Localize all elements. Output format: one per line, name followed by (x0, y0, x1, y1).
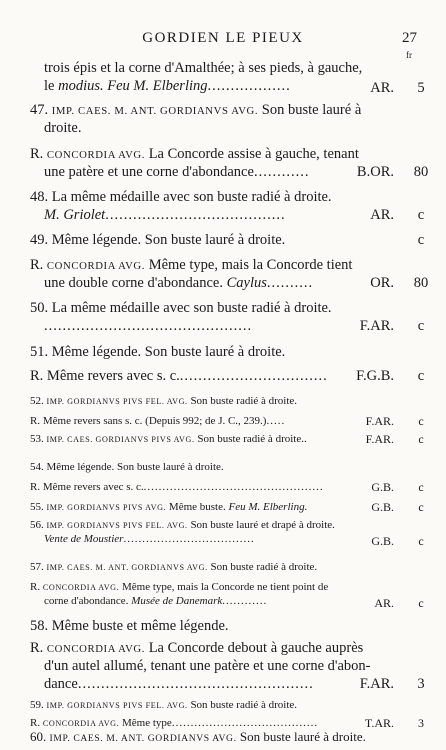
entry-line (30, 560, 400, 574)
legend-text: IMP. CAES. M. ANT. GORDIANVS AVG. (51, 105, 259, 117)
rarity-value: c (417, 232, 425, 248)
catalog-entry-reverse (30, 716, 400, 730)
reverse-mark: R. (30, 481, 41, 493)
catalog-entry-48 (30, 189, 400, 225)
currency-column-label: fr (406, 50, 412, 60)
catalog-entry-55 (30, 500, 400, 514)
entry-line (30, 146, 400, 164)
rarity-value: 80 (413, 164, 429, 180)
entry-number: 52. (30, 395, 44, 407)
entry-provenance: Caylus (226, 274, 267, 291)
entry-text: une double corne d'abondance. (44, 274, 227, 291)
entry-line (30, 78, 400, 96)
entry-line (30, 460, 400, 474)
metal-grade: G.B. (371, 480, 394, 494)
entry-line (30, 232, 400, 250)
metal-grade: F.AR. (365, 414, 394, 428)
legend-text: CONCORDIA AVG. (42, 719, 120, 728)
leader-dots: ....................................... (171, 717, 319, 729)
rarity-value: 5 (417, 80, 425, 96)
entry-line (30, 394, 400, 408)
rarity-value: c (418, 480, 424, 494)
entry-text: La Concorde assise à gauche, tenant (145, 146, 359, 162)
legend-text: IMP. GORDIANVS PIVS FEL. AVG. (46, 521, 188, 530)
rarity-value: c (417, 368, 425, 384)
entry-number: 55. (30, 501, 44, 513)
entry-line (30, 532, 400, 546)
metal-grade: B.OR. (356, 164, 394, 180)
entry-provenance: modius. Feu M. Elberling (58, 77, 208, 94)
entry-text: Son buste radié à droite. (187, 395, 298, 407)
entry-text: Son buste lauré à (236, 730, 330, 744)
legend-text: IMP. CAES. M. ANT. GORDIANVS AVG. (46, 563, 208, 572)
entry-provenance: Musée de Danemark (131, 595, 223, 608)
entry-text: corne d'abondance. (44, 595, 132, 608)
entry-text: Même légende. Son buste lauré à droite. (51, 344, 286, 360)
metal-grade: G.B. (371, 500, 394, 514)
metal-grade: OR. (370, 275, 394, 291)
catalog-entry-reverse (30, 257, 400, 293)
rarity-value: 80 (413, 275, 429, 291)
reverse-mark: R. (30, 146, 44, 162)
reverse-mark: R. (30, 257, 44, 273)
entry-text: Même type (119, 717, 172, 729)
entry-text: Même type, mais la Concorde ne tient point de (119, 581, 329, 593)
entry-line (30, 432, 400, 446)
entry-text: Même revers sans s. c. (Depuis 992; de J. C., 239.) (42, 415, 267, 427)
reverse-mark: R. (30, 640, 44, 656)
page-number: 27 (402, 30, 417, 46)
entry-line: d'un autel allumé, tenant une patère et une corne d'abon- (44, 657, 371, 674)
catalog-entry-reverse (30, 640, 400, 694)
entry-line (30, 300, 400, 318)
legend-text: IMP. GORDIANVS PIVS FEL. AVG. (46, 397, 188, 406)
entry-line (30, 207, 400, 225)
metal-grade: F.AR. (359, 318, 394, 334)
entry-text: Son buste lauré à (258, 102, 362, 118)
entry-number: 48. (30, 189, 49, 205)
rarity-value: c (417, 318, 425, 334)
entry-provenance: Vente de Moustier (44, 533, 124, 546)
entry-line (30, 414, 400, 428)
entry-line (30, 368, 400, 386)
entry-line (30, 618, 400, 636)
legend-text: IMP. GORDIANVS PIVS AVG. (46, 503, 167, 512)
entry-line (30, 257, 400, 275)
catalog-entry-50 (30, 300, 400, 336)
entry-text: Même légende. Son buste lauré à droite. (51, 232, 286, 248)
catalog-entry-reverse (30, 146, 400, 182)
entry-line (30, 480, 400, 494)
entry-line (30, 676, 400, 694)
legend-text: IMP. CAES. M. ANT. GORDIANVS AVG. (49, 733, 237, 744)
metal-grade: AR. (370, 207, 394, 223)
entry-text: Même buste et même légende. (51, 618, 229, 634)
catalog-entry-51 (30, 344, 400, 362)
reverse-mark: R. (30, 581, 41, 593)
entry-line (30, 730, 400, 744)
entry-text: le (44, 77, 59, 94)
leader-dots: ................................................... (77, 675, 314, 692)
leader-dots: .................. (207, 77, 291, 94)
rarity-value: c (418, 596, 424, 610)
entry-number: 49. (30, 232, 49, 248)
entry-text: Même revers avec s. c. (42, 481, 144, 493)
leader-dots: ..... (266, 415, 286, 427)
catalog-entry-continuation (30, 60, 400, 96)
catalog-entry-60 (30, 730, 400, 744)
entry-line: droite. (44, 119, 82, 136)
legend-text: CONCORDIA AVG. (42, 583, 120, 592)
metal-grade: F.AR. (365, 432, 394, 446)
metal-grade: G.B. (371, 534, 394, 548)
rarity-value: 3 (417, 676, 425, 692)
catalog-entry-54 (30, 460, 400, 474)
metal-grade: T.AR. (364, 716, 394, 730)
entry-text: Même légende. Son buste lauré à droite. (46, 461, 224, 473)
entry-number: 59. (30, 699, 44, 711)
entry-text: Même buste. (166, 501, 229, 513)
entry-number: 47. (30, 102, 49, 118)
entry-text: Même type, mais la Concorde tient (145, 257, 353, 273)
legend-text: CONCORDIA AVG. (46, 149, 146, 161)
metal-grade: F.G.B. (356, 368, 394, 384)
catalog-entry-reverse (30, 414, 400, 428)
entry-text: La même médaille avec son buste radié à droite. (51, 189, 332, 205)
rarity-value: c (417, 207, 425, 223)
entry-line (30, 102, 400, 120)
entry-text: Son buste radié à droite.. (194, 433, 307, 445)
catalog-entry-reverse (30, 580, 400, 609)
entry-text: droite. (332, 730, 366, 744)
entry-number: 60. (30, 730, 47, 744)
rarity-value: c (418, 432, 424, 446)
leader-dots: ............ (253, 163, 310, 180)
leader-dots: ............ (222, 595, 268, 608)
entry-line (30, 344, 400, 362)
entry-line (30, 594, 400, 608)
reverse-mark: R. (30, 368, 44, 384)
legend-text: IMP. CAES. GORDIANVS PIVS AVG. (46, 435, 195, 444)
entry-line (30, 275, 400, 293)
rarity-value: c (418, 534, 424, 548)
entry-line (30, 716, 400, 730)
entry-text: dance (44, 675, 78, 692)
entry-number: 54. (30, 461, 44, 473)
reverse-mark: R. (30, 717, 41, 729)
entry-number: 56. (30, 519, 44, 531)
metal-grade: F.AR. (359, 676, 394, 692)
rarity-value: 3 (418, 716, 424, 730)
catalog-entry-57 (30, 560, 400, 574)
leader-dots: .......... (266, 274, 314, 291)
entry-number: 53. (30, 433, 44, 445)
entry-text: Son buste radié à droite. (207, 561, 318, 573)
catalog-entry-47 (30, 102, 400, 138)
leader-dots: ....................................... (105, 206, 286, 223)
metal-grade: AR. (370, 80, 394, 96)
entry-text: Même revers avec s. c. (46, 368, 180, 384)
catalog-entry-49 (30, 232, 400, 250)
entry-number: 50. (30, 300, 49, 316)
entry-line (30, 318, 400, 336)
leader-dots: ................................... (123, 533, 255, 546)
catalog-entry-reverse (30, 368, 400, 386)
leader-dots: ................................ (179, 368, 328, 384)
catalog-entry-53 (30, 432, 400, 446)
metal-grade: AR. (374, 596, 394, 610)
entry-text: La Concorde debout à gauche auprès (145, 640, 364, 656)
entry-number: 57. (30, 561, 44, 573)
entry-line (30, 640, 400, 658)
entry-line (30, 164, 400, 182)
entry-text: une patère et une corne d'abondance (44, 163, 254, 180)
entry-number: 58. (30, 618, 49, 634)
entry-number: 51. (30, 344, 49, 360)
catalog-entry-reverse (30, 480, 400, 494)
entry-text: La même médaille avec son buste radié à droite. (51, 300, 332, 316)
entry-text: Son buste radié à droite. (187, 699, 298, 711)
entry-line (30, 500, 400, 514)
entry-text: Son buste lauré et drapé à droite. (187, 519, 335, 531)
entry-line (30, 518, 400, 532)
leader-dots: ............................................. (44, 317, 253, 334)
leader-dots: ................................................ (143, 481, 324, 493)
legend-text: CONCORDIA AVG. (46, 260, 146, 272)
entry-provenance: Feu M. Elberling. (228, 501, 308, 513)
reverse-mark: R. (30, 415, 41, 427)
running-header: GORDIEN LE PIEUX (142, 30, 304, 46)
rarity-value: c (418, 414, 424, 428)
entry-line (30, 698, 400, 712)
entry-line: trois épis et la corne d'Amalthée; à ses pieds, à gauche, (44, 60, 363, 76)
catalog-entry-59 (30, 698, 400, 712)
catalog-entry-58 (30, 618, 400, 636)
catalog-entry-52 (30, 394, 400, 408)
rarity-value: c (418, 500, 424, 514)
catalog-entry-56 (30, 518, 400, 547)
entry-line (30, 189, 400, 207)
entry-provenance: M. Griolet (44, 206, 106, 223)
entry-line (30, 580, 400, 594)
legend-text: IMP. GORDIANVS PIVS FEL. AVG. (46, 701, 188, 710)
legend-text: CONCORDIA AVG. (46, 643, 146, 655)
